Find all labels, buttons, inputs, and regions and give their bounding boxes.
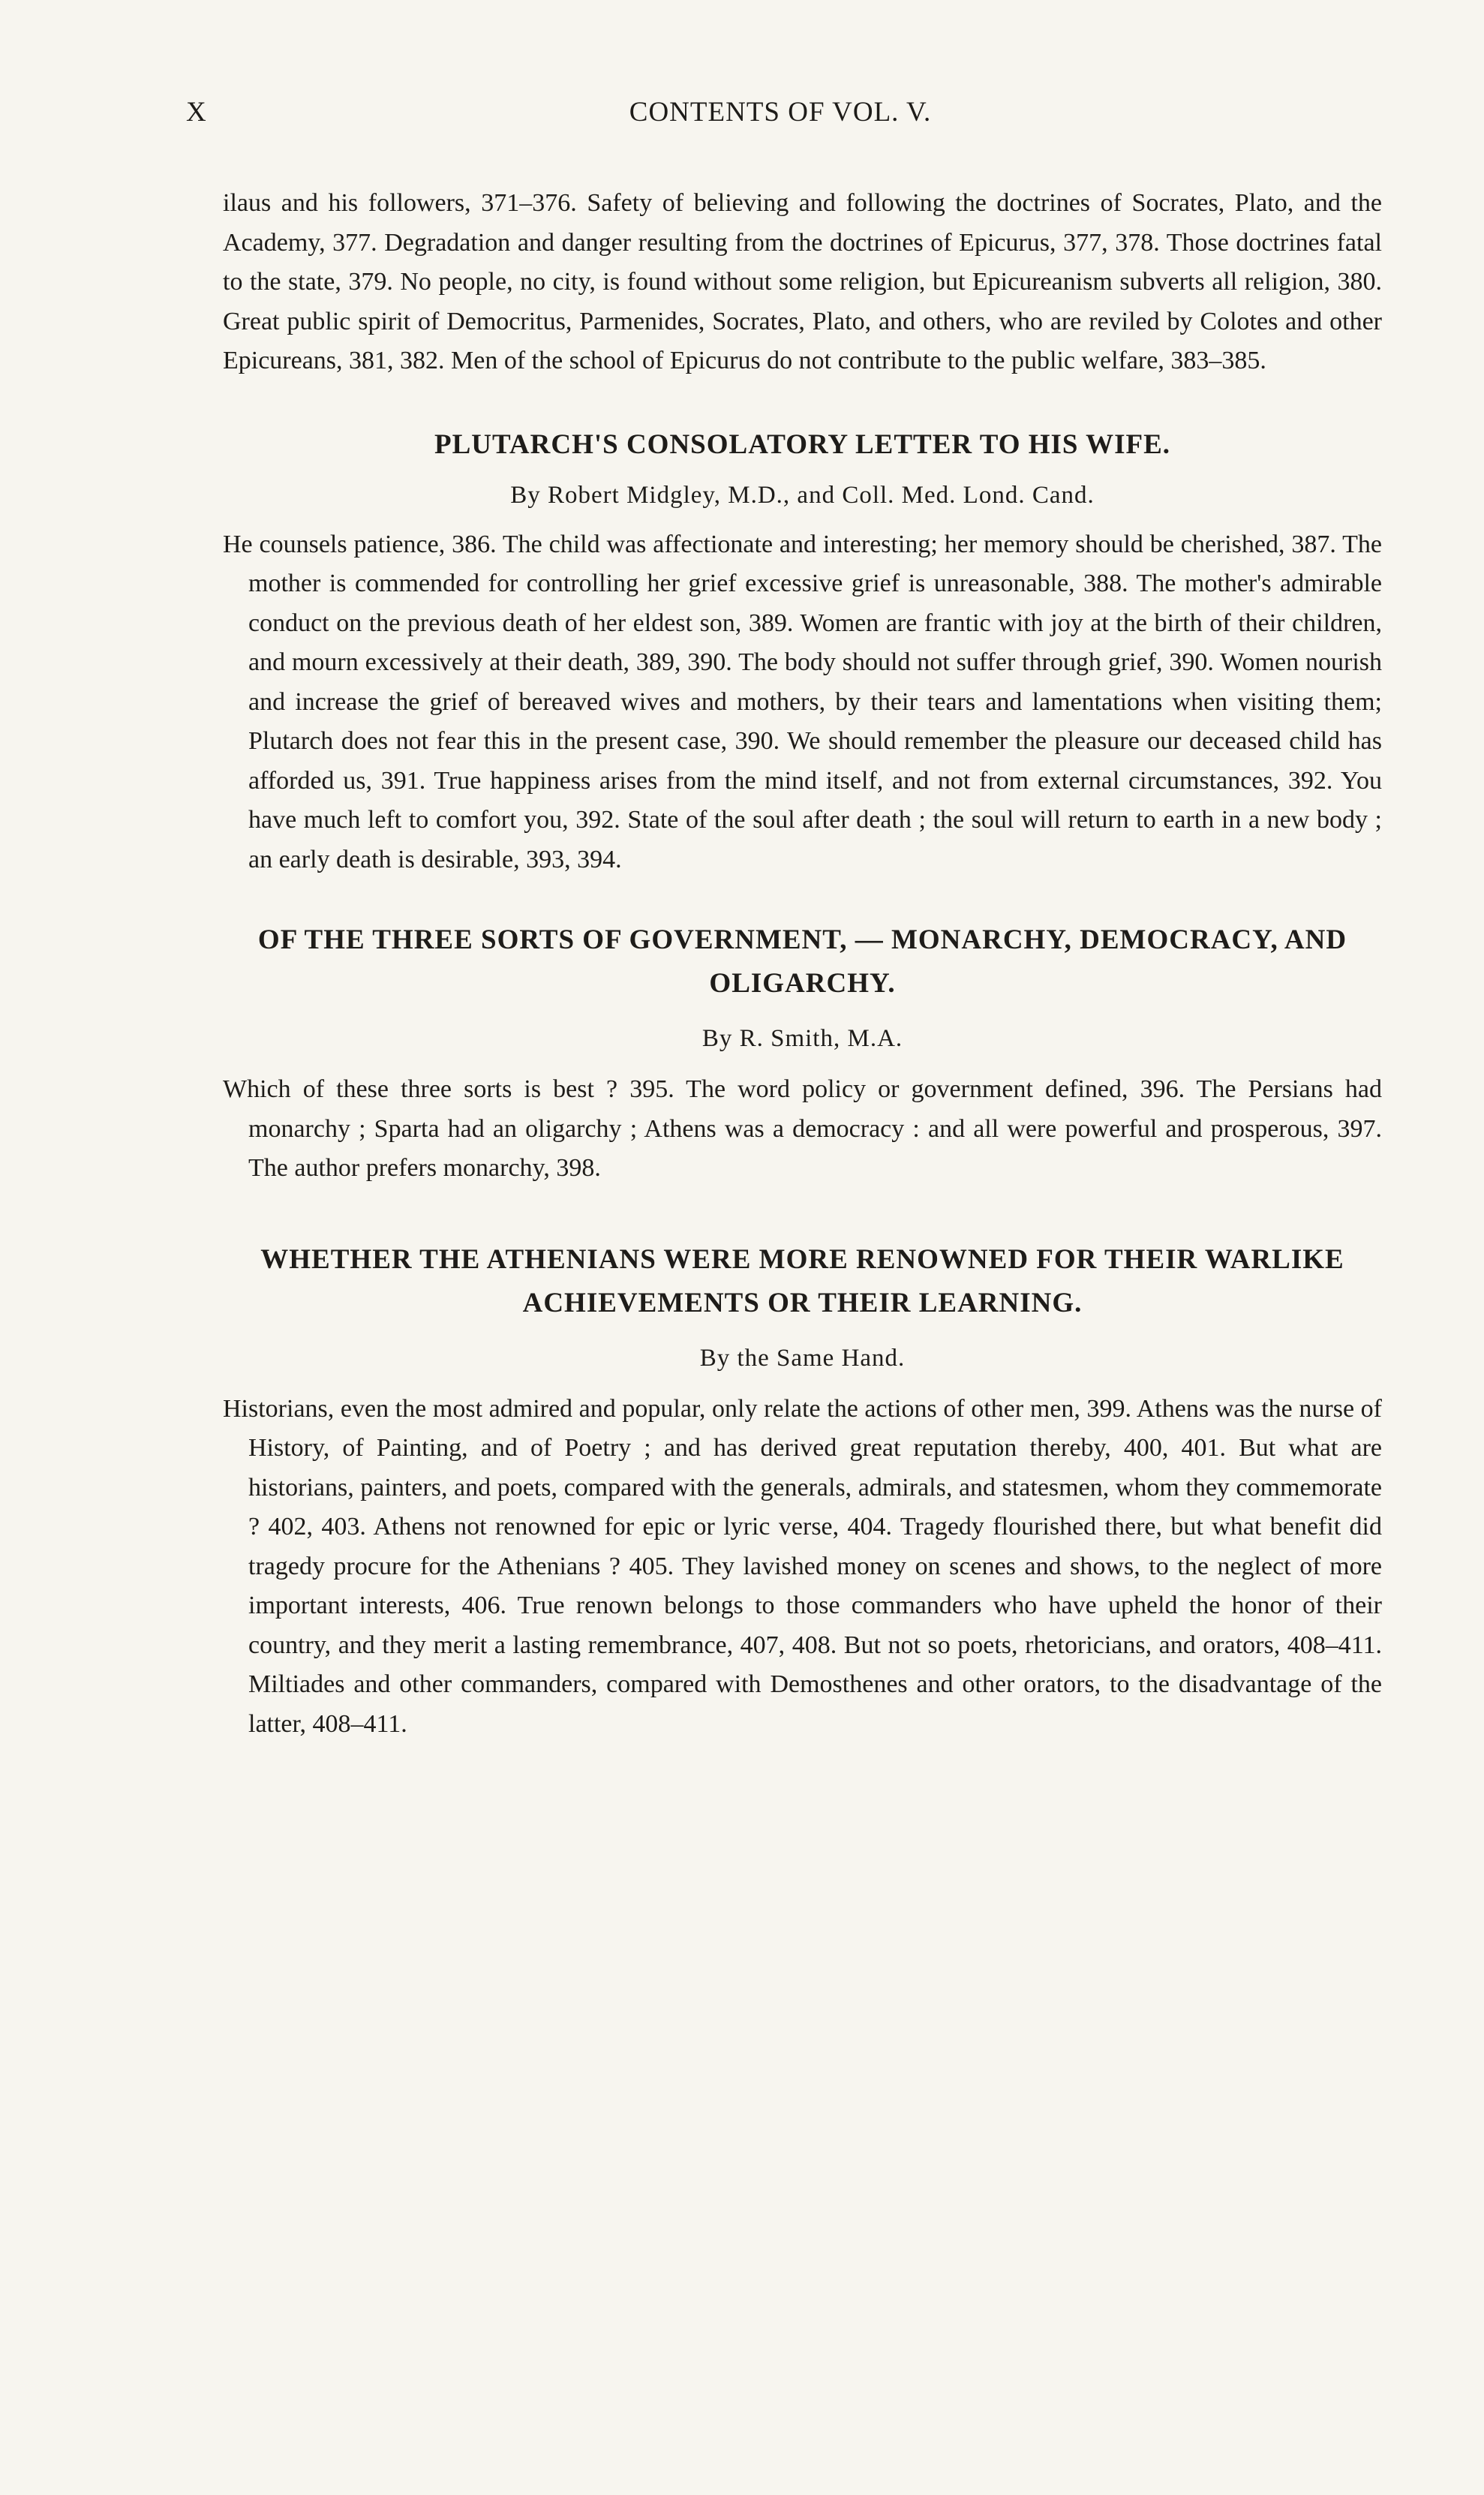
section-summary-three-sorts-of-government: Which of these three sorts is best ? 395. The word policy or government defined, 396. The Persians had monarchy ; Sparta had an oligarchy ; Athens was a democracy : and all were powerful and prosperous, 397. The author prefers monarchy, 398.	[223, 1075, 1382, 1182]
running-head	[180, 96, 1380, 141]
section-title-athenians-renown: WHETHER THE ATHENIANS WERE MORE RENOWNED FOR THEIR WARLIKE ACHIEVEMENTS OR THEIR LEARNING.	[260, 1243, 1344, 1318]
section-byline-three-sorts-of-government: By R. Smith, M.A.	[701, 1025, 903, 1052]
continued-summary: ilaus and his followers, 371–376. Safety of believing and following the doctrines of Socrates, Plato, and the Academy, 377. Degradation and danger resulting from the doctrines of Epicurus, 377, 378. Those doctrines fatal to the state, 379. No people, no city, is found without some religion, but Epicureanism subverts all religion, 380. Great public spirit of Democritus, Parmenides, Socrates, Plato, and others, who are reviled by Colotes and other Epicureans, 381, 382. Men of the school of Epicurus do not contribute to the public welfare, 383–385.	[223, 189, 1382, 374]
section-summary-consolatory-letter: He counsels patience, 386. The child was affectionate and interesting; her memory should be cherished, 387. The mother is commended for controlling her grief excessive grief is unreasonable, 388. The mother's admirable conduct on the previous death of her eldest son, 389. Women are frantic with joy at the birth of their children, and mourn excessively at their death, 389, 390. The body should not suffer through grief, 390. Women nourish and increase the grief of bereaved wives and mothers, by their tears and lamentations when visiting them; Plutarch does not fear this in the present case, 390. We should remember the pleasure our deceased child has afforded us, 391. True happiness arises from the mind itself, and not from external circumstances, 392. You have much left to comfort you, 392. State of the soul after death ; the soul will return to earth in a new body ; an early death is desirable, 393, 394.	[223, 530, 1382, 873]
section-byline-athenians-renown: By the Same Hand.	[699, 1344, 906, 1372]
section-byline-consolatory-letter: By Robert Midgley, M.D., and Coll. Med. Lond. Cand.	[510, 481, 1095, 509]
section-summary-athenians-renown: Historians, even the most admired and popular, only relate the actions of other men, 399. Athens was the nurse of History, of Painting, and of Poetry ; and has derived great reputation thereby, 400, 401. But what are historians, painters, and poets, compared with the generals, admirals, and statesmen, whom they commemorate ? 402, 403. Athens not renowned for epic or lyric verse, 404. Tragedy flourished there, but what benefit did tragedy procure for the Athenians ? 405. They lavished money on scenes and shows, to the neglect of more important interests, 406. True renown belongs to those commanders who have upheld the honor of their country, and they merit a lasting remembrance, 407, 408. But not so poets, rhetoricians, and orators, 408–411. Miltiades and other commanders, compared with Demosthenes and other orators, to the disadvantage of the latter, 408–411.	[223, 1394, 1382, 1738]
running-head-title: CONTENTS OF VOL. V.	[629, 97, 932, 128]
contents-body	[223, 184, 1382, 1744]
section-title-three-sorts-of-government: OF THE THREE SORTS OF GOVERNMENT, — MONARCHY, DEMOCRACY, AND OLIGARCHY.	[257, 924, 1347, 999]
section-title-consolatory-letter: PLUTARCH'S CONSOLATORY LETTER TO HIS WIFE.	[434, 428, 1171, 460]
page-number: X	[186, 97, 207, 128]
